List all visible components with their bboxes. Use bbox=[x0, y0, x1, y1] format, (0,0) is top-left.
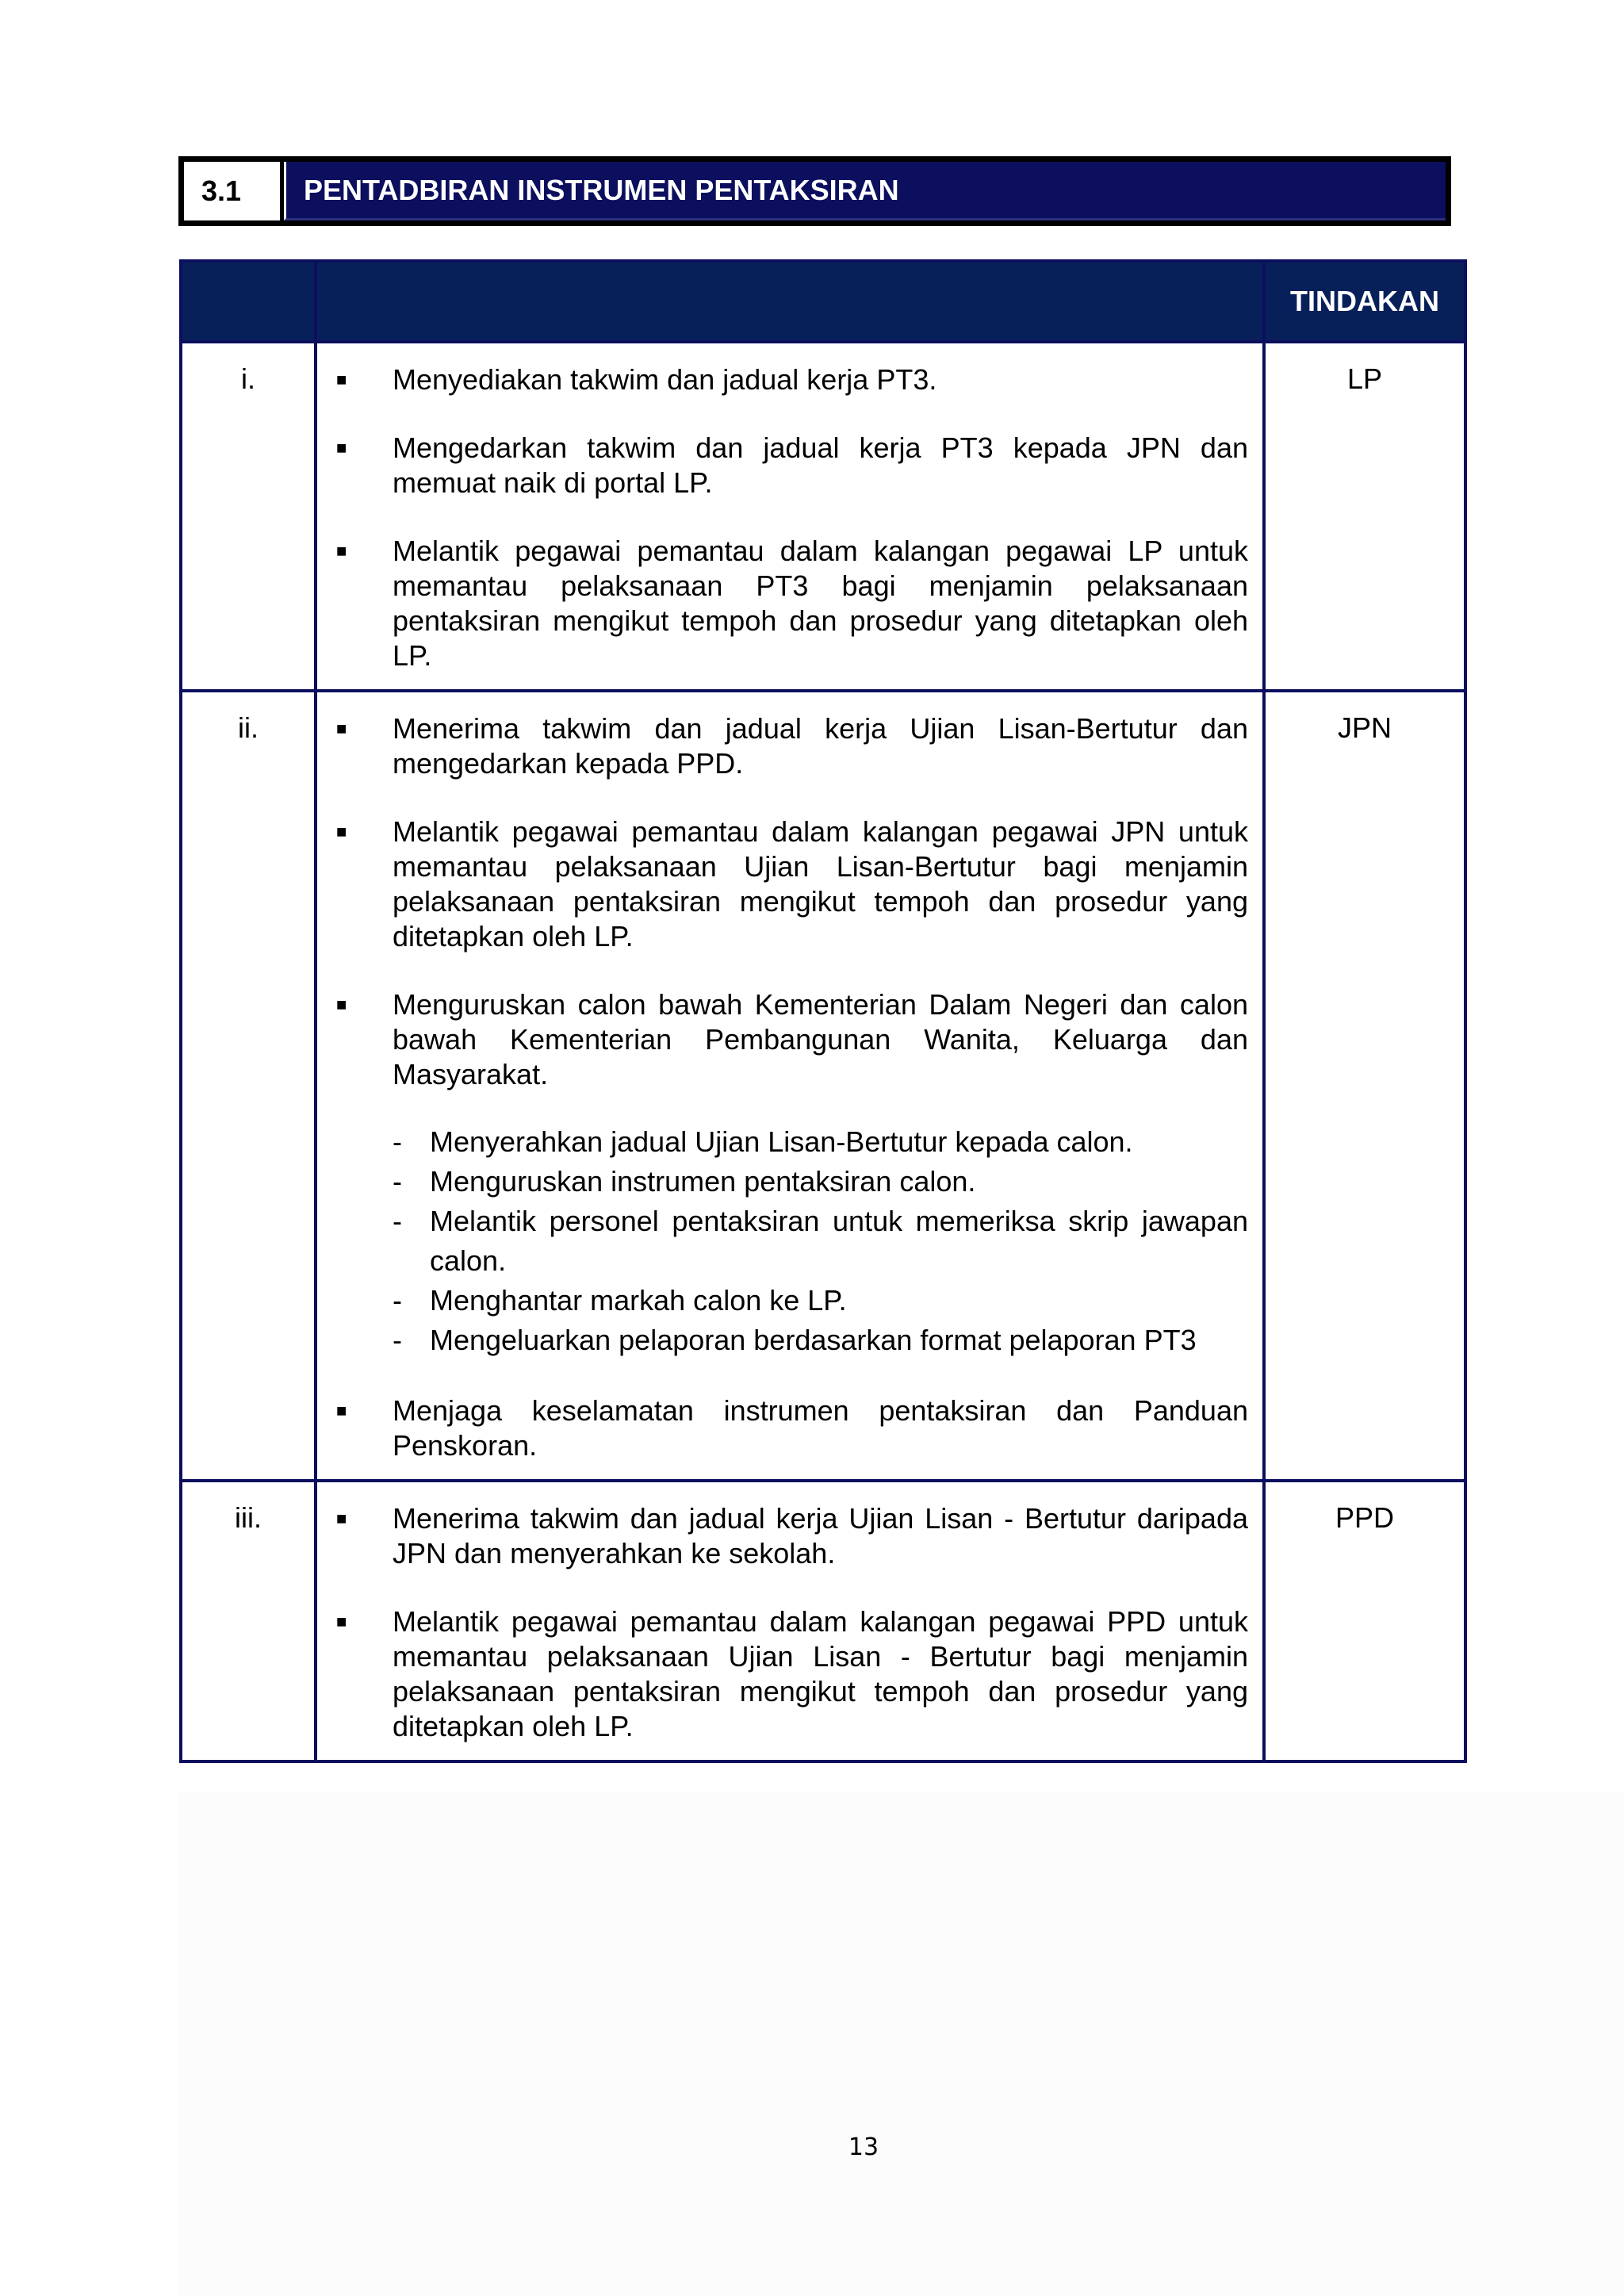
header-tindakan-cell: TINDAKAN bbox=[1264, 261, 1465, 342]
list-item-text: Melantik pegawai pemantau dalam kalangan pegawai LP untuk memantau pelaksanaan PT3 bagi menjamin pelaksanaan pentaksiran mengikut tempoh dan prosedur yang ditetapkan oleh LP. bbox=[393, 535, 1248, 672]
list-item bbox=[331, 815, 1248, 954]
list-item bbox=[331, 711, 1248, 781]
section-number: 3.1 bbox=[184, 162, 284, 220]
bullet-square-icon: ■ bbox=[336, 438, 347, 458]
header-content-cell bbox=[316, 261, 1264, 342]
table-row bbox=[181, 342, 1465, 691]
row-content bbox=[316, 342, 1264, 691]
table-row bbox=[181, 1481, 1465, 1761]
section-header bbox=[178, 156, 1451, 226]
list-item-text: Menerima takwim dan jadual kerja Ujian Lisan-Bertutur dan mengedarkan kepada PPD. bbox=[393, 712, 1248, 780]
row-action: LP bbox=[1264, 342, 1465, 691]
bullet-square-icon: ■ bbox=[336, 1508, 347, 1528]
bullet-square-icon: ■ bbox=[336, 1401, 347, 1420]
sub-list-item bbox=[393, 1320, 1248, 1360]
dash-marker: - bbox=[393, 1324, 402, 1356]
list-item-text: Menguruskan calon bawah Kementerian Dalam Negeri dan calon bawah Kementerian Pembangunan Wanita, Keluarga dan Masyarakat. bbox=[393, 988, 1248, 1091]
row-number: iii. bbox=[181, 1481, 316, 1761]
sub-list-item-text: Mengeluarkan pelaporan berdasarkan format pelaporan PT3 bbox=[430, 1324, 1197, 1356]
row-number: ii. bbox=[181, 691, 316, 1481]
list-item-text: Melantik pegawai pemantau dalam kalangan pegawai PPD untuk memantau pelaksanaan Ujian Lisan - Bertutur bagi menjamin pelaksanaan pentaksiran mengikut tempoh dan prosedur yang ditetapkan oleh LP. bbox=[393, 1605, 1248, 1742]
table-row bbox=[181, 691, 1465, 1481]
bullet-square-icon: ■ bbox=[336, 822, 347, 841]
header-number-cell bbox=[181, 261, 316, 342]
row-action: PPD bbox=[1264, 1481, 1465, 1761]
list-item-text: Menerima takwim dan jadual kerja Ujian Lisan - Bertutur daripada JPN dan menyerahkan ke sekolah. bbox=[393, 1502, 1248, 1570]
dash-marker: - bbox=[393, 1165, 402, 1198]
list-item-text: Mengedarkan takwim dan jadual kerja PT3 kepada JPN dan memuat naik di portal LP. bbox=[393, 431, 1248, 499]
sub-list-item-text: Menguruskan instrumen pentaksiran calon. bbox=[430, 1165, 976, 1198]
list-item-text: Menjaga keselamatan instrumen pentaksiran dan Panduan Penskoran. bbox=[393, 1394, 1248, 1462]
sub-list-item bbox=[393, 1202, 1248, 1281]
list-item bbox=[331, 987, 1248, 1092]
list-item bbox=[331, 431, 1248, 500]
page-number: 13 bbox=[848, 2133, 879, 2161]
dash-marker: - bbox=[393, 1205, 402, 1237]
list-item bbox=[331, 1501, 1248, 1571]
list-item-text: Menyediakan takwim dan jadual kerja PT3. bbox=[393, 363, 937, 396]
bullet-square-icon: ■ bbox=[336, 1612, 347, 1631]
page-background-shade bbox=[178, 1792, 1624, 2296]
sub-list bbox=[393, 1122, 1248, 1360]
row-action: JPN bbox=[1264, 691, 1465, 1481]
sub-list-item bbox=[393, 1162, 1248, 1202]
sub-list-item bbox=[393, 1122, 1248, 1162]
sub-list-item bbox=[393, 1281, 1248, 1320]
list-item bbox=[331, 534, 1248, 673]
bullet-square-icon: ■ bbox=[336, 541, 347, 561]
list-item bbox=[331, 362, 1248, 397]
list-item-text: Melantik pegawai pemantau dalam kalangan pegawai JPN untuk memantau pelaksanaan Ujian Lisan-Bertutur bagi menjamin pelaksanaan pentaksiran mengikut tempoh dan prosedur yang ditetapkan oleh LP. bbox=[393, 815, 1248, 953]
list-item bbox=[331, 1393, 1248, 1463]
bullet-square-icon: ■ bbox=[336, 370, 347, 389]
dash-marker: - bbox=[393, 1125, 402, 1158]
dash-marker: - bbox=[393, 1284, 402, 1317]
section-title: PENTADBIRAN INSTRUMEN PENTAKSIRAN bbox=[284, 162, 1446, 220]
list-item bbox=[331, 1604, 1248, 1744]
sub-list-item-text: Melantik personel pentaksiran untuk memeriksa skrip jawapan calon. bbox=[430, 1205, 1248, 1277]
row-number: i. bbox=[181, 342, 316, 691]
sub-list-item-text: Menyerahkan jadual Ujian Lisan-Bertutur kepada calon. bbox=[430, 1125, 1133, 1158]
table-header-row bbox=[181, 261, 1465, 342]
bullet-square-icon: ■ bbox=[336, 719, 347, 738]
row-content bbox=[316, 691, 1264, 1481]
row-content bbox=[316, 1481, 1264, 1761]
sub-list-item-text: Menghantar markah calon ke LP. bbox=[430, 1284, 847, 1317]
bullet-square-icon: ■ bbox=[336, 995, 347, 1014]
responsibility-table bbox=[179, 259, 1467, 1763]
